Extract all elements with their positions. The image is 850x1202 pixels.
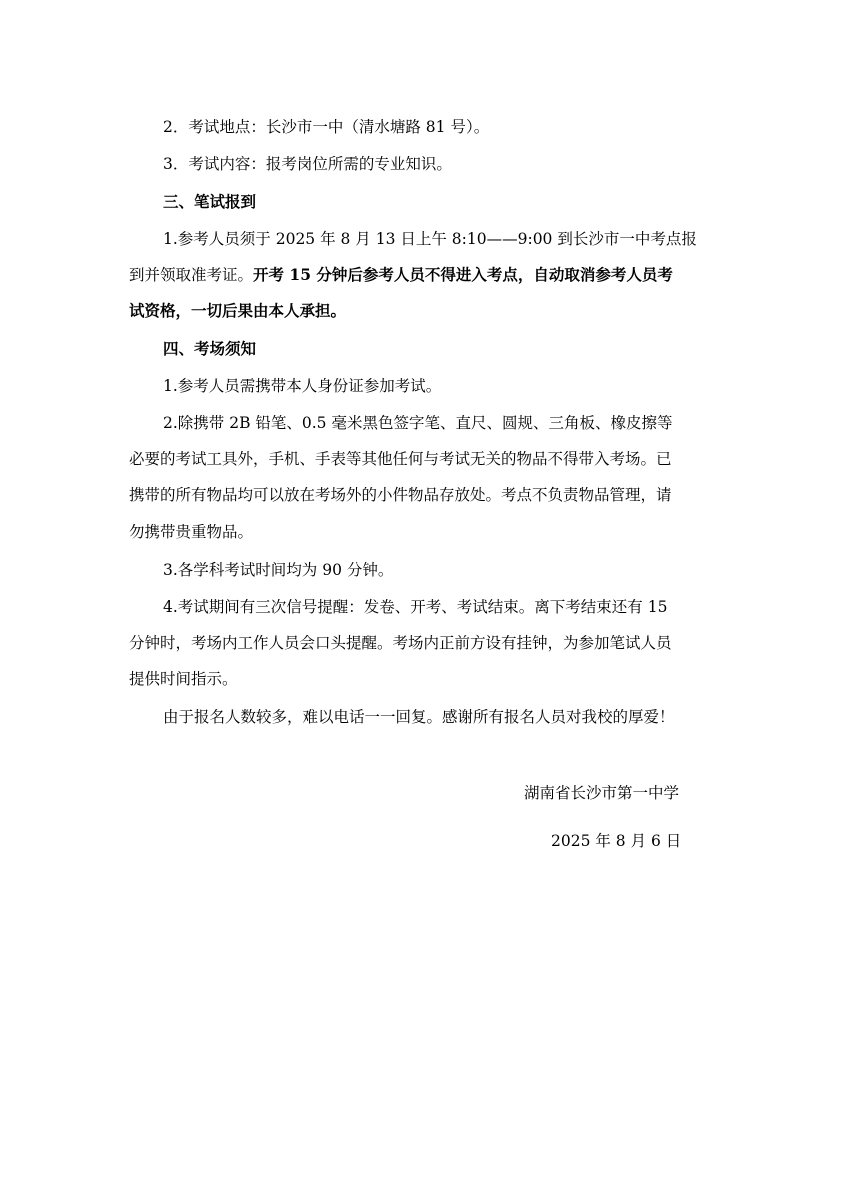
rule-4-line-2: 分钟时，考场内工作人员会口头提醒。考场内正前方设有挂钟，为参加笔试人员 bbox=[129, 634, 672, 652]
report-line-3: 试资格，一切后果由本人承担。 bbox=[129, 301, 347, 320]
section-heading-report: 三、笔试报到 bbox=[163, 193, 257, 211]
rule-3: 3.各学科考试时间均为 90 分钟。 bbox=[163, 561, 394, 579]
closing-text: 由于报名人数较多，难以电话一一回复。感谢所有报名人员对我校的厚爱！ bbox=[163, 708, 675, 726]
signature-org: 湖南省长沙市第一中学 bbox=[524, 784, 680, 802]
report-line-1: 1.参考人员须于 2025 年 8 月 13 日上午 8:10——9:00 到长沙市一中考点报 bbox=[163, 230, 697, 248]
rule-2-line-3: 携带的所有物品均可以放在考场外的小件物品存放处。考点不负责物品管理，请 bbox=[129, 486, 672, 504]
report-line-2-bold: 开考 15 分钟后参考人员不得进入考点，自动取消参考人员考 bbox=[253, 265, 673, 284]
rule-2-line-1: 2.除携带 2B 铅笔、0.5 毫米黑色签字笔、直尺、圆规、三角板、橡皮擦等 bbox=[163, 414, 673, 432]
signature-date: 2025 年 8 月 6 日 bbox=[551, 832, 682, 850]
report-line-2-plain: 到并领取准考证。 bbox=[129, 266, 254, 284]
rule-2-line-4: 勿携带贵重物品。 bbox=[129, 523, 254, 541]
section-heading-rules: 四、考场须知 bbox=[163, 340, 257, 358]
exam-content-text: 3．考试内容：报考岗位所需的专业知识。 bbox=[163, 155, 452, 173]
rule-1: 1.参考人员需携带本人身份证参加考试。 bbox=[163, 377, 442, 395]
exam-location-text: 2．考试地点：长沙市一中（清水塘路 81 号）。 bbox=[163, 118, 490, 136]
report-line-2 bbox=[129, 265, 789, 285]
rule-2-line-2: 必要的考试工具外，手机、手表等其他任何与考试无关的物品不得带入考场。已 bbox=[129, 450, 672, 468]
rule-4-line-1: 4.考试期间有三次信号提醒：发卷、开考、考试结束。离下考结束还有 15 bbox=[163, 598, 668, 616]
rule-4-line-3: 提供时间指示。 bbox=[129, 670, 238, 688]
